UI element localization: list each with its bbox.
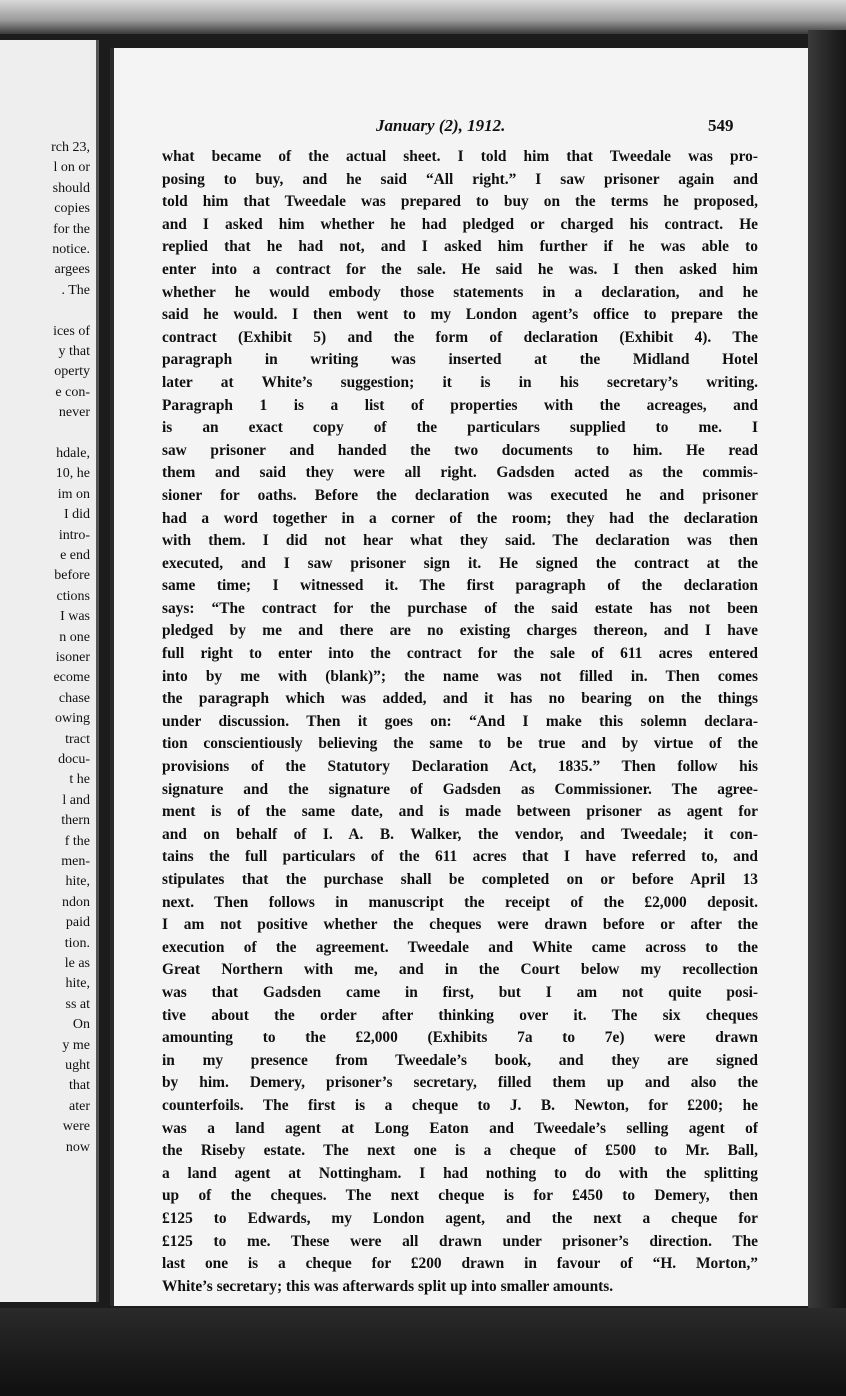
text-line: in my presence from Tweedale’s book, and they are signed	[162, 1051, 758, 1069]
text-line: amounting to the £2,000 (Exhibits 7a to 7e) were drawn	[162, 1029, 758, 1047]
text-line: next. Then follows in manuscript the receipt of the £2,000 deposit.	[162, 893, 758, 911]
facing-page-line: y that	[58, 344, 90, 359]
facing-page-line: paid	[65, 915, 90, 931]
text-line: Great Northern with me, and in the Court below my recollection	[162, 961, 758, 979]
facing-page-line: thern	[61, 813, 90, 829]
text-line: was that Gadsden came in first, but I am not quite posi-	[162, 983, 758, 1001]
facing-page-line: were	[62, 1119, 90, 1135]
text-line: with them. I did not hear what they said. The declaration was then	[162, 532, 758, 550]
testimony-text	[162, 146, 758, 1298]
facing-page-line: isoner	[55, 650, 90, 665]
text-line: by him. Demery, prisoner’s secretary, filled them up and also the	[162, 1074, 758, 1092]
facing-page-line: intro-	[58, 527, 90, 543]
facing-page-line: for the	[53, 221, 90, 237]
facing-page-line: l and	[62, 792, 90, 808]
text-line: sioner for oaths. Before the declaration was executed he and prisoner	[162, 486, 758, 504]
text-line: contract (Exhibit 5) and the form of declaration (Exhibit 4). The	[162, 328, 758, 346]
page-number: 549	[708, 116, 734, 135]
text-line: them and said they were all right. Gadsden acted as the commis-	[162, 464, 758, 482]
facing-page-line: should	[52, 180, 90, 196]
text-line: says: “The contract for the purchase of the said estate has not been	[162, 599, 758, 617]
text-line: White’s secretary; this was afterwards split up into smaller amounts.	[162, 1277, 614, 1295]
text-line: whether he would embody those statements in a declaration, and he	[162, 283, 758, 301]
facing-page-line: ndon	[62, 894, 90, 910]
facing-page-line: never	[58, 405, 90, 421]
text-line: tains the full particulars of the 611 acres that I have referred to, and	[162, 848, 758, 866]
facing-page-line: docu-	[58, 752, 90, 767]
facing-page-line: ater	[69, 1098, 90, 1114]
text-line: the paragraph which was added, and it has no bearing on the things	[162, 690, 758, 708]
text-line: what became of the actual sheet. I told him that Tweedale was pro-	[162, 148, 758, 165]
text-line: into by me with (blank)”; the name was not filled in. Then comes	[162, 667, 758, 685]
text-line: enter into a contract for the sale. He said he was. I then asked him	[162, 260, 758, 278]
facing-page-line: owing	[55, 711, 90, 727]
text-line: Paragraph 1 is a list of properties with the acreages, and	[162, 396, 758, 414]
facing-page-line: 10, he	[55, 466, 90, 482]
page-header	[114, 116, 814, 140]
text-line: tion conscientiously believing the same to be true and by virtue of the	[162, 735, 758, 753]
text-line: executed, and I saw prisoner sign it. He signed the contract at the	[162, 554, 758, 572]
text-line: £125 to Edwards, my London agent, and the next a cheque for	[162, 1209, 758, 1227]
text-line: ment is of the same date, and is made between prisoner as agent for	[162, 803, 758, 821]
text-line: and on behalf of I. A. B. Walker, the vendor, and Tweedale; it con-	[162, 825, 758, 843]
text-line: up of the cheques. The next cheque is for £450 to Demery, then	[162, 1187, 758, 1205]
text-line: under discussion. Then it goes on: “And I make this solemn declara-	[162, 712, 758, 730]
text-line: execution of the agreement. Tweedale and White came across to the	[162, 938, 758, 956]
facing-page-line: n one	[59, 629, 90, 645]
text-line: told him that Tweedale was prepared to buy on the terms he proposed,	[162, 193, 758, 211]
running-head: January (2), 1912.	[376, 116, 506, 135]
text-line: provisions of the Statutory Declaration Act, 1835.” Then follow his	[162, 758, 758, 776]
facing-page-line: ctions	[56, 588, 90, 604]
scan-top-margin	[0, 0, 846, 34]
facing-page-line: operty	[54, 364, 90, 380]
facing-page-line: ught	[65, 1058, 90, 1073]
facing-page-line: hite,	[65, 874, 90, 890]
facing-page-line: that	[69, 1078, 90, 1094]
text-line: signature and the signature of Gadsden as Commissioner. The agree-	[162, 780, 758, 798]
facing-page-line: y me	[62, 1037, 90, 1053]
text-line: a land agent at Nottingham. I had nothing to do with the splitting	[162, 1164, 758, 1182]
text-line: £125 to me. These were all drawn under prisoner’s direction. The	[162, 1232, 758, 1250]
text-line: had a word together in a corner of the room; they had the declaration	[162, 509, 758, 527]
page-edge-shadow	[808, 30, 846, 1396]
facing-page-line: chase	[58, 690, 90, 706]
facing-page-line: e con-	[55, 384, 90, 400]
text-line: paragraph in writing was inserted at the Midland Hotel	[162, 351, 758, 369]
facing-page-line: im on	[57, 486, 90, 502]
facing-page-line: before	[54, 568, 90, 584]
facing-page-line: hite,	[65, 976, 90, 992]
facing-page-line: tion.	[64, 935, 90, 951]
facing-page-line: l on or	[53, 160, 90, 176]
text-line: last one is a cheque for £200 drawn in favour of “H. Morton,”	[162, 1255, 758, 1273]
facing-page-line: I did	[63, 507, 90, 523]
facing-page-line: now	[65, 1139, 90, 1155]
facing-page-line: notice.	[52, 242, 90, 257]
text-line: saw prisoner and handed the two documents to him. He read	[162, 441, 758, 459]
text-line: same time; I witnessed it. The first paragraph of the declaration	[162, 577, 758, 595]
facing-page-line: tract	[65, 731, 90, 747]
text-line: said he would. I then went to my London agent’s office to prepare the	[162, 306, 758, 324]
text-line: is an exact copy of the particulars supplied to me. I	[162, 419, 758, 437]
facing-page-line: I was	[60, 609, 90, 625]
text-line: was a land agent at Long Eaton and Tweedale’s selling agent of	[162, 1119, 758, 1137]
facing-page-line: argees	[54, 262, 90, 278]
facing-page-line: ices of	[53, 323, 90, 339]
text-line: posing to buy, and he said “All right.” I saw prisoner again and	[162, 170, 758, 188]
facing-page-line: men-	[61, 854, 90, 869]
text-line: the Riseby estate. The next one is a cheque of £500 to Mr. Ball,	[162, 1142, 758, 1160]
text-line: later at White’s suggestion; it is in his secretary’s writing.	[162, 373, 758, 391]
facing-page-line: copies	[54, 201, 90, 217]
text-line: pledged by me and there are no existing charges thereon, and I have	[162, 622, 758, 640]
scan-bottom-margin	[0, 1308, 846, 1396]
text-line: counterfoils. The first is a cheque to J. B. Newton, for £200; he	[162, 1096, 758, 1114]
facing-page-fragment	[0, 40, 99, 1302]
facing-page-line: f the	[64, 833, 90, 849]
facing-page-line: hdale,	[56, 446, 90, 461]
text-line: tive about the order after thinking over it. The six cheques	[162, 1006, 758, 1024]
facing-page-line: e end	[60, 548, 90, 563]
text-line: full right to enter into the contract for the sale of 611 acres entered	[162, 645, 758, 663]
facing-page-line: . The	[61, 282, 90, 298]
facing-page-line: le as	[64, 956, 90, 971]
facing-page-line: ecome	[53, 670, 90, 686]
text-line: replied that he had not, and I asked him further if he was able to	[162, 238, 758, 256]
text-line: stipulates that the purchase shall be completed on or before April 13	[162, 871, 758, 888]
facing-page-line: ss at	[65, 996, 90, 1012]
facing-page-line: On	[72, 1017, 90, 1033]
facing-page-line: rch 23,	[51, 140, 90, 155]
text-line: I am not positive whether the cheques were drawn before or after the	[162, 916, 758, 934]
facing-page-line: t he	[69, 772, 90, 788]
book-page	[110, 48, 814, 1306]
text-line: and I asked him whether he had pledged or charged his contract. He	[162, 215, 758, 233]
